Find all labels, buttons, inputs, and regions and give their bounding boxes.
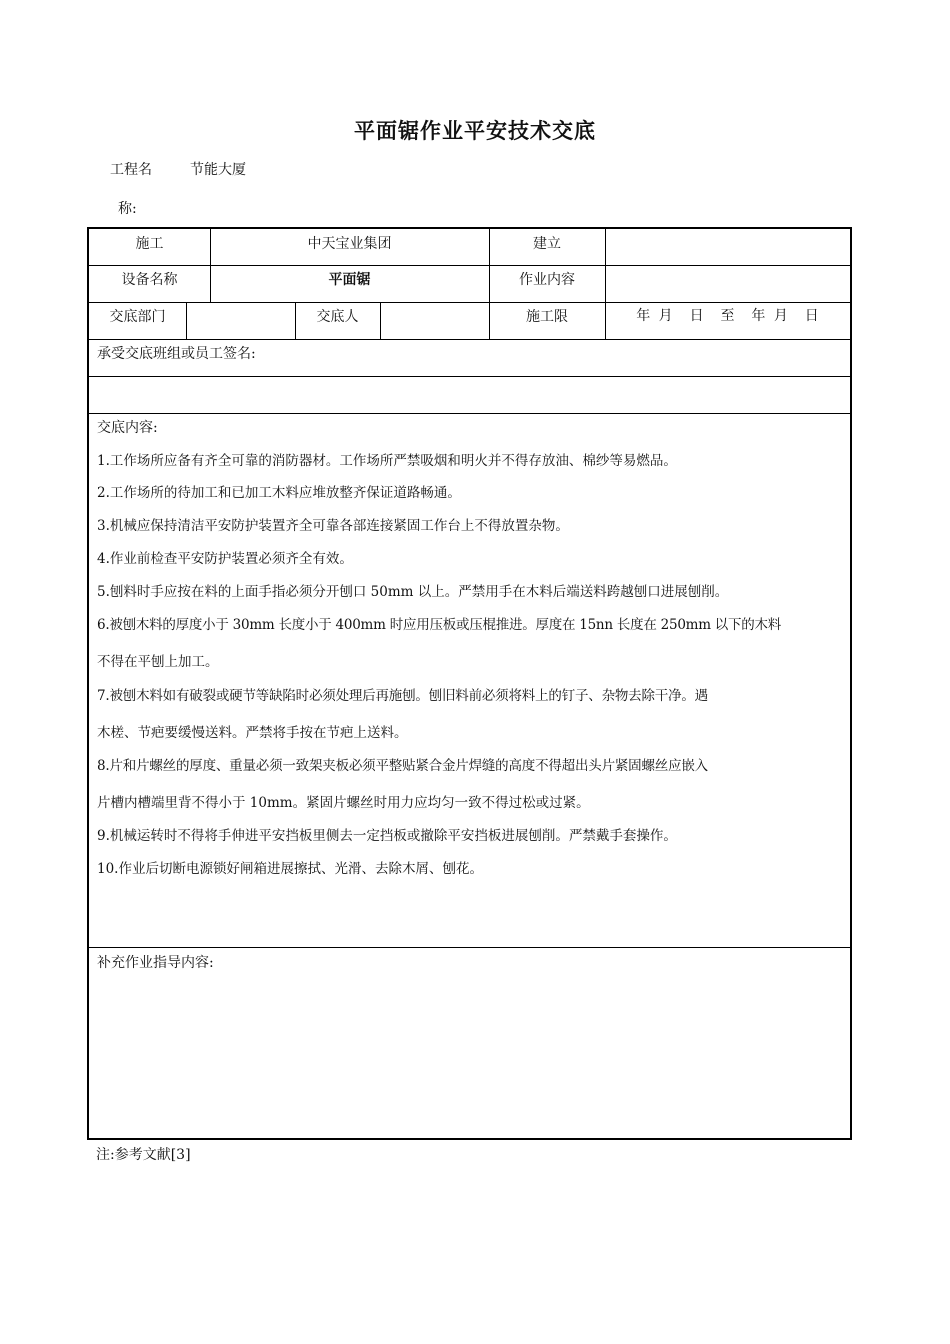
row-divider — [89, 413, 850, 414]
signature-label: 承受交底班组或员工签名: — [97, 346, 256, 362]
col-divider — [186, 302, 187, 339]
equipment-value: 平面锯 — [328, 272, 371, 288]
handover-dept-label: 交底部门 — [109, 309, 166, 325]
content-line: 10.作业后切断电源锁好闸箱进展擦拭、光滑、去除木屑、刨花。 — [97, 861, 483, 877]
row-divider — [89, 302, 850, 303]
handover-person-label: 交底人 — [316, 309, 359, 325]
content-label: 交底内容: — [97, 420, 158, 436]
construction-period-label: 施工限 — [526, 309, 568, 325]
content-line: 1.工作场所应备有齐全可靠的消防器材。工作场所严禁吸烟和明火并不得存放油、棉纱等易燃品。 — [97, 453, 677, 469]
project-name-value: 节能大厦 — [190, 162, 246, 178]
work-content-label: 作业内容 — [519, 272, 575, 288]
content-line: 5.刨料时手应按在料的上面手指必须分开刨口 50mm 以上。严禁用手在木料后端送料跨越刨口进展刨削。 — [97, 584, 729, 600]
construction-label: 施工 — [135, 236, 164, 252]
project-name-label: 工程名 — [110, 162, 152, 178]
supplement-label: 补充作业指导内容: — [97, 955, 214, 971]
row-divider — [89, 947, 850, 948]
row-divider — [89, 265, 850, 266]
content-line: 4.作业前检查平安防护装置必须齐全有效。 — [97, 551, 353, 567]
col-divider — [380, 302, 381, 339]
construction-value: 中天宝业集团 — [307, 236, 392, 252]
footnote: 注:参考文献[3] — [96, 1147, 191, 1163]
row-divider — [89, 339, 850, 340]
content-line: 不得在平刨上加工。 — [97, 654, 219, 670]
construction-period-value: 年 月 日 至 年 月 日 — [636, 308, 819, 324]
content-line: 9.机械运转时不得将手伸进平安挡板里侧去一定挡板或撤除平安挡板进展刨削。严禁戴手套操作。 — [97, 828, 677, 844]
content-line: 6.被刨木料的厚度小于 30mm 长度小于 400mm 时应用压板或压棍推进。厚度在 15nn 长度在 250mm 以下的木料 — [97, 617, 782, 633]
content-line: 8.片和片螺丝的厚度、重量必须一致架夹板必须平整贴紧合金片焊缝的高度不得超出头片紧固螺丝应嵌入 — [97, 758, 708, 774]
project-name-label-cont: 称: — [118, 201, 137, 217]
content-line: 3.机械应保持清洁平安防护装置齐全可靠各部连接紧固工作台上不得放置杂物。 — [97, 518, 569, 534]
equipment-label: 设备名称 — [121, 272, 178, 288]
signature-field[interactable] — [89, 377, 850, 413]
page-title: 平面锯作业平安技术交底 — [354, 119, 596, 143]
content-line: 2.工作场所的待加工和已加工木料应堆放整齐保证道路畅通。 — [97, 485, 461, 501]
content-line: 木槎、节疤要缓慢送料。严禁将手按在节疤上送料。 — [97, 725, 408, 741]
content-line: 片槽内槽端里背不得小于 10mm。紧固片螺丝时用力应均匀一致不得过松或过紧。 — [97, 795, 590, 811]
builder-label: 建立 — [533, 236, 561, 252]
content-line: 7.被刨木料如有破裂或硬节等缺陷时必须处理后再施刨。刨旧料前必须将料上的钉子、杂物去除干净。遇 — [97, 688, 708, 704]
handover-form-table — [87, 227, 852, 1140]
